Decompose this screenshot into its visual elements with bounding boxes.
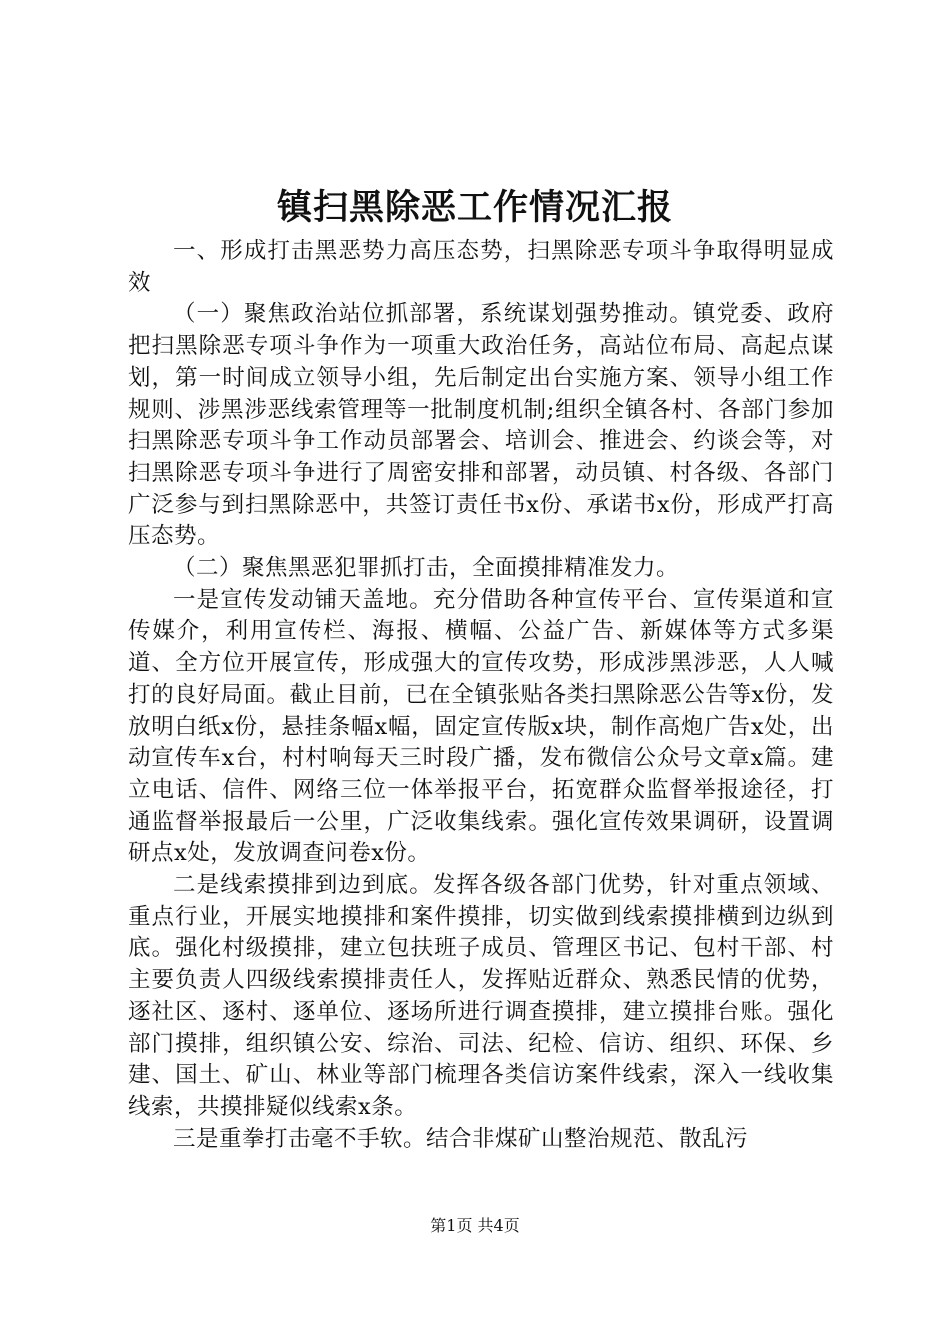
paragraph-deployment: （一）聚焦政治站位抓部署，系统谋划强势推动。镇党委、政府把扫黑除恶专项斗争作为一项重大政治任务，高站位布局、高起点谋划，第一时间成立领导小组，先后制定出台实施方案、领导小组工作规则、涉黑涉恶线索管理等一批制度机制;组织全镇各村、各部门参加扫黑除恶专项斗争工作动员部署会、培训会、推进会、约谈会等，对扫黑除恶专项斗争进行了周密安排和部署，动员镇、村各级、各部门广泛参与到扫黑除恶中，共签订责任书x份、承诺书x份，形成严打高压态势。 bbox=[128, 301, 834, 550]
paragraph-publicity: 一是宣传发动铺天盖地。充分借助各种宣传平台、宣传渠道和宣传媒介，利用宣传栏、海报、横幅、公益广告、新媒体等方式多渠道、全方位开展宣传，形成强大的宣传攻势，形成涉黑涉恶，人人喊打的良好局面。截止目前，已在全镇张贴各类扫黑除恶公告等x份，发放明白纸x份，悬挂条幅x幅，固定宣传版x块，制作高炮广告x处，出动宣传车x台，村村响每天三时段广播，发布微信公众号文章x篇。建立电话、信件、网络三位一体举报平台，拓宽群众监督举报途径，打通监督举报最后一公里，广泛收集线索。强化宣传效果调研，设置调研点x处，发放调查问卷x份。 bbox=[128, 586, 834, 867]
document-body bbox=[128, 236, 834, 1155]
paragraph-clue-investigation: 二是线索摸排到边到底。发挥各级各部门优势，针对重点领域、重点行业，开展实地摸排和案件摸排，切实做到线索摸排横到边纵到底。强化村级摸排，建立包扶班子成员、管理区书记、包村干部、村主要负责人四级线索摸排责任人，发挥贴近群众、熟悉民情的优势，逐社区、逐村、逐单位、逐场所进行调查摸排，建立摸排台账。强化部门摸排，组织镇公安、综治、司法、纪检、信访、组织、环保、乡建、国土、矿山、林业等部门梳理各类信访案件线索，深入一线收集线索，共摸排疑似线索x条。 bbox=[128, 872, 834, 1120]
paragraph-crackdown: 三是重拳打击毫不手软。结合非煤矿山整治规范、散乱污 bbox=[173, 1125, 749, 1152]
section-heading: 一、形成打击黑恶势力高压态势，扫黑除恶专项斗争取得明显成效 bbox=[128, 238, 834, 296]
document-title: 镇扫黑除恶工作情况汇报 bbox=[276, 187, 673, 228]
page-number: 第1页 共4页 bbox=[430, 1216, 520, 1235]
subsection-heading: （二）聚焦黑恶犯罪抓打击，全面摸排精准发力。 bbox=[173, 555, 680, 582]
